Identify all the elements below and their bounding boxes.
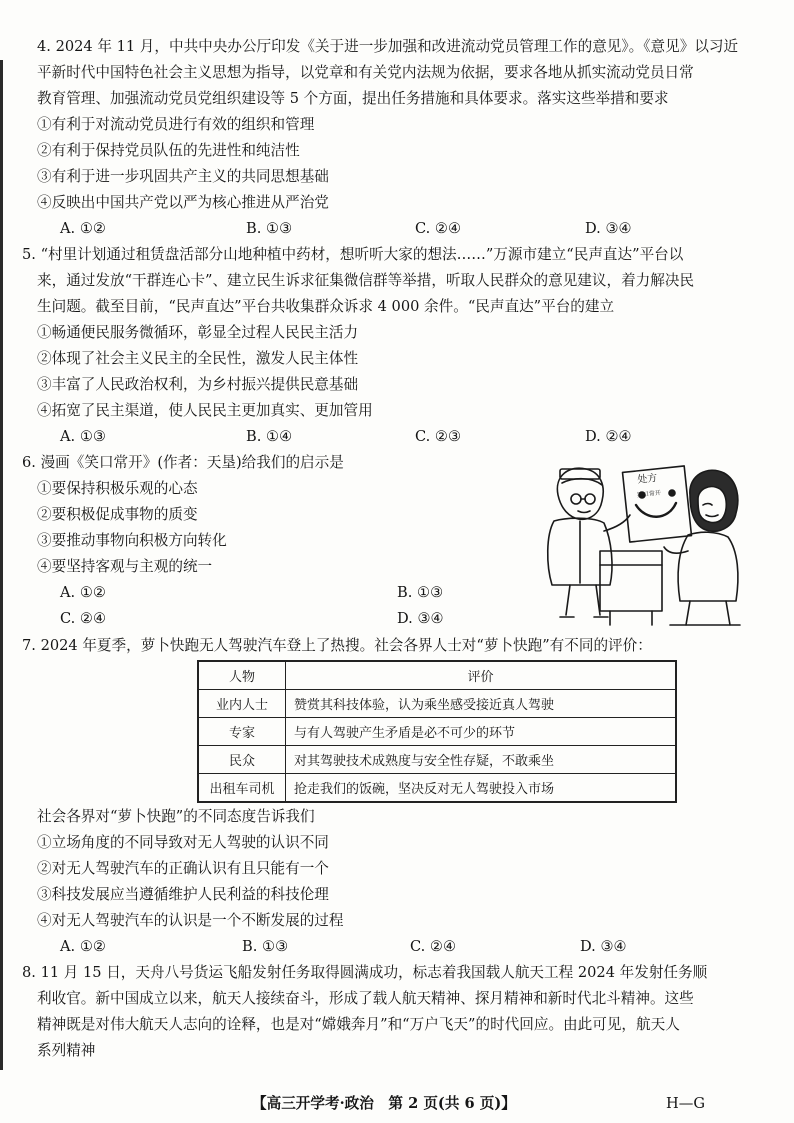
cartoon-caption-text: 笑口常开	[636, 489, 662, 500]
table-row	[198, 774, 676, 803]
table-row	[198, 690, 676, 718]
q7-stem: 7. 2024 年夏季，萝卜快跑无人驾驶汽车登上了热搜。社会各界人士对“萝卜快跑”有不同的评价：	[22, 637, 652, 654]
q7-item-4: ④对无人驾驶汽车的认识是一个不断发展的过程	[37, 912, 344, 929]
q4-option-c: C. ②④	[415, 220, 462, 237]
q7-question-line: 社会各界对“萝卜快跑”的不同态度告诉我们	[37, 808, 315, 825]
table-cell-evaluation: 与有人驾驶产生矛盾是必不可少的环节	[286, 718, 677, 746]
q5-option-c: C. ②③	[415, 428, 462, 445]
q5-stem-line1: 5. “村里计划通过租赁盘活部分山地种植中药材，想听听大家的想法……”万源市建立“民声直达”平台以	[22, 246, 684, 263]
q4-item-3: ③有利于进一步巩固共产主义的共同思想基础	[37, 168, 329, 185]
table-cell-person: 出租车司机	[198, 774, 286, 803]
q7-evaluation-table	[197, 660, 677, 803]
q4-option-d: D. ③④	[585, 220, 632, 237]
q6-stem: 6. 漫画《笑口常开》(作者：天垦)给我们的启示是	[22, 454, 344, 471]
q4-item-1: ①有利于对流动党员进行有效的组织和管理	[37, 116, 315, 133]
footer-page-info: 【高三开学考·政治 第 2 页(共 6 页)】	[252, 1095, 516, 1112]
q4-item-4: ④反映出中国共产党以严为核心推进从严治党	[37, 194, 329, 211]
q6-item-2: ②要积极促成事物的质变	[37, 506, 198, 523]
q6-option-b: B. ①③	[397, 584, 444, 601]
q4-option-a: A. ①②	[60, 220, 106, 237]
q5-item-4: ④拓宽了民主渠道，使人民民主更加真实、更加管用	[37, 402, 373, 419]
table-row	[198, 718, 676, 746]
q4-stem-line2: 平新时代中国特色社会主义思想为指导，以党章和有关党内法规为依据，要求各地从抓实流动党员日常	[37, 64, 694, 81]
q6-option-c: C. ②④	[60, 610, 107, 627]
q7-option-a: A. ①②	[60, 938, 106, 955]
cartoon-illustration	[540, 455, 745, 635]
table-header-evaluation: 评价	[286, 661, 677, 690]
table-cell-person: 业内人士	[198, 690, 286, 718]
q7-item-2: ②对无人驾驶汽车的正确认识有且只能有一个	[37, 860, 329, 877]
q7-option-d: D. ③④	[580, 938, 627, 955]
q8-stem-line3: 精神既是对伟大航天人志向的诠释，也是对“嫦娥奔月”和“万户飞天”的时代回应。由此可见，航天人	[37, 1016, 680, 1033]
q5-item-3: ③丰富了人民政治权利，为乡村振兴提供民意基础	[37, 376, 359, 393]
q6-item-4: ④要坚持客观与主观的统一	[37, 558, 213, 575]
table-cell-evaluation: 对其驾驶技术成熟度与安全性存疑，不敢乘坐	[286, 746, 677, 774]
q6-item-3: ③要推动事物向积极方向转化	[37, 532, 227, 549]
q7-item-3: ③科技发展应当遵循维护人民利益的科技伦理	[37, 886, 329, 903]
q4-stem-line1: 4. 2024 年 11 月，中共中央办公厅印发《关于进一步加强和改进流动党员管理工作的意见》。《意见》以习近	[37, 38, 739, 55]
q6-option-d: D. ③④	[397, 610, 444, 627]
page-edge-shadow	[0, 60, 3, 1070]
q4-stem-line3: 教育管理、加强流动党员党组织建设等 5 个方面，提出任务措施和具体要求。落实这些举措和要求	[37, 90, 669, 107]
q5-option-b: B. ①④	[246, 428, 293, 445]
q4-option-b: B. ①③	[246, 220, 293, 237]
q4-item-2: ②有利于保持党员队伍的先进性和纯洁性	[37, 142, 300, 159]
q5-option-d: D. ②④	[585, 428, 632, 445]
table-cell-person: 专家	[198, 718, 286, 746]
q7-option-c: C. ②④	[410, 938, 457, 955]
table-cell-person: 民众	[198, 746, 286, 774]
q8-stem-line1: 8. 11 月 15 日，天舟八号货运飞船发射任务取得圆满成功，标志着我国载人航天工程 2024 年发射任务顺	[22, 964, 708, 981]
q5-option-a: A. ①③	[60, 428, 106, 445]
q6-item-1: ①要保持积极乐观的心态	[37, 480, 198, 497]
cartoon-sign-text: 处方	[636, 472, 658, 486]
q6-option-a: A. ①②	[60, 584, 106, 601]
q8-stem-line4: 系列精神	[37, 1042, 96, 1059]
q7-item-1: ①立场角度的不同导致对无人驾驶的认识不同	[37, 834, 329, 851]
q5-stem-line2: 来，通过发放“干群连心卡”、建立民生诉求征集微信群等举措，听取人民群众的意见建议，着力解决民	[37, 272, 695, 289]
footer-paper-code: H—G	[666, 1095, 705, 1112]
table-cell-evaluation: 抢走我们的饭碗，坚决反对无人驾驶投入市场	[286, 774, 677, 803]
q5-stem-line3: 生问题。截至目前，“民声直达”平台共收集群众诉求 4 000 余件。“民声直达”平台的建立	[37, 298, 615, 315]
q8-stem-line2: 利收官。新中国成立以来，航天人接续奋斗，形成了载人航天精神、探月精神和新时代北斗精神。这些	[37, 990, 694, 1007]
table-row	[198, 746, 676, 774]
table-cell-evaluation: 赞赏其科技体验，认为乘坐感受接近真人驾驶	[286, 690, 677, 718]
table-header-person: 人物	[198, 661, 286, 690]
q7-option-b: B. ①③	[242, 938, 289, 955]
q5-item-2: ②体现了社会主义民主的全民性，激发人民主体性	[37, 350, 359, 367]
table-header-row	[198, 661, 676, 690]
q5-item-1: ①畅通便民服务微循环，彰显全过程人民民主活力	[37, 324, 359, 341]
